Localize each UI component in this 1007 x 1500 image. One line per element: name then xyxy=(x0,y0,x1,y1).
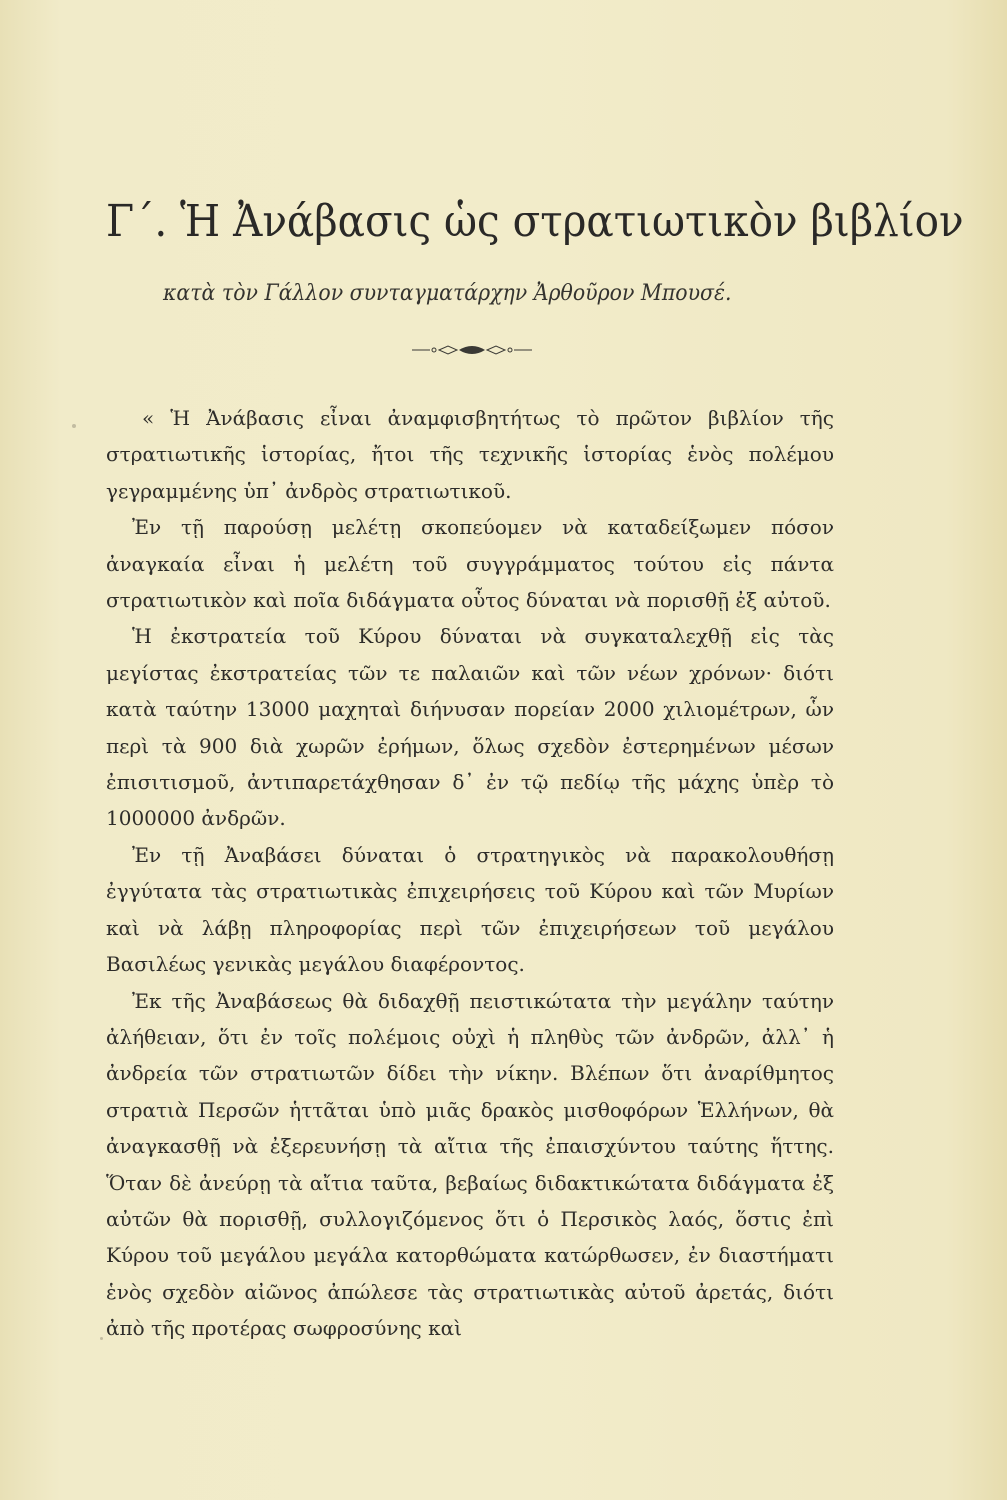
paragraph: Ἡ ἐκστρατεία τοῦ Κύρου δύναται νὰ συγκαταλεχθῇ εἰς τὰς μεγίστας ἐκστρατείας τῶν τε παλαιῶν καὶ τῶν νέων χρόνων· διότι κατὰ ταύτην 13000 μαχηταὶ διήνυσαν πορείαν 2000 χιλιομέτρων, ὧν περὶ τὰ 900 διὰ χωρῶν ἐρήμων, ὅλως σχεδὸν ἐστερημένων μέσων ἐπισιτισμοῦ, ἀντιπαρετάχθησαν δ᾽ ἐν τῷ πεδίῳ τῆς μάχης ὑπὲρ τὸ 1000000 ἀνδρῶν. xyxy=(106,624,834,831)
paragraph: Ἐν τῇ Ἀναβάσει δύναται ὁ στρατηγικὸς νὰ παρακολουθήσῃ ἐγγύτατα τὰς στρατιωτικὰς ἐπιχειρήσεις τοῦ Κύρου καὶ τῶν Μυρίων καὶ νὰ λάβῃ πληροφορίας περὶ τῶν ἐπιχειρήσεων τοῦ μεγάλου Βασιλέως γενικὰς μεγάλου διαφέροντος. xyxy=(106,842,834,977)
article-body xyxy=(106,400,834,1347)
paragraph: Ἐκ τῆς Ἀναβάσεως θὰ διδαχθῇ πειστικώτατα τὴν μεγάλην ταύτην ἀλήθειαν, ὅτι ἐν τοῖς πολέμοις οὐχὶ ἡ πληθὺς τῶν ἀνδρῶν, ἀλλ᾽ ἡ ἀνδρεία τῶν στρατιωτῶν δίδει τὴν νίκην. Βλέπων ὅτι ἀναρίθμητος στρατιὰ Περσῶν ἡττᾶται ὑπὸ μιᾶς δρακὸς μισθοφόρων Ἑλλήνων, θὰ ἀναγκασθῇ νὰ ἐξερευνήσῃ τὰ αἴτια τῆς ἐπαισχύντου ταύτης ἥττης. Ὅταν δὲ ἀνεύρῃ τὰ αἴτια ταῦτα, βεβαίως διδακτικώτατα διδάγματα ἐξ αὐτῶν θὰ πορισθῇ, συλλογιζόμενος ὅτι ὁ Περσικὸς λαός, ὅστις ἐπὶ Κύρου τοῦ μεγάλου μεγάλα κατορθώματα κατώρθωσεν, ἐν διαστήματι ἑνὸς σχεδὸν αἰῶνος ἀπώλεσε τὰς στρατιωτικὰς αὐτοῦ ἀρετάς, διότι ἀπὸ τῆς προτέρας σωφροσύνης καὶ xyxy=(106,988,834,1341)
chapter-subtitle: κατὰ τὸν Γάλλον συνταγματάρχην Ἀρθοῦρον Μπουσέ. xyxy=(163,281,732,306)
paragraph: « Ἡ Ἀνάβασις εἶναι ἀναμφισβητήτως τὸ πρῶτον βιβλίον τῆς στρατιωτικῆς ἱστορίας, ἤτοι τῆς τεχνικῆς ἱστορίας ἑνὸς πολέμου γεγραμμένης ὑπ᾽ ἀνδρὸς στρατιωτικοῦ. xyxy=(106,406,834,503)
chapter-title: Γ΄. Ἡ Ἀνάβασις ὡς στρατιωτικὸν βιβλίον xyxy=(106,196,964,247)
paragraph: Ἐν τῇ παρούσῃ μελέτῃ σκοπεύομεν νὰ καταδείξωμεν πόσον ἀναγκαία εἶναι ἡ μελέτη τοῦ συγγράμματος τούτου εἰς πάντα στρατιωτικὸν καὶ ποῖα διδάγματα οὗτος δύναται νὰ πορισθῇ ἐξ αὐτοῦ. xyxy=(106,515,834,613)
ink-speck xyxy=(100,1337,103,1340)
decorative-rule-ornament-icon xyxy=(412,343,532,357)
ink-speck xyxy=(72,424,76,428)
